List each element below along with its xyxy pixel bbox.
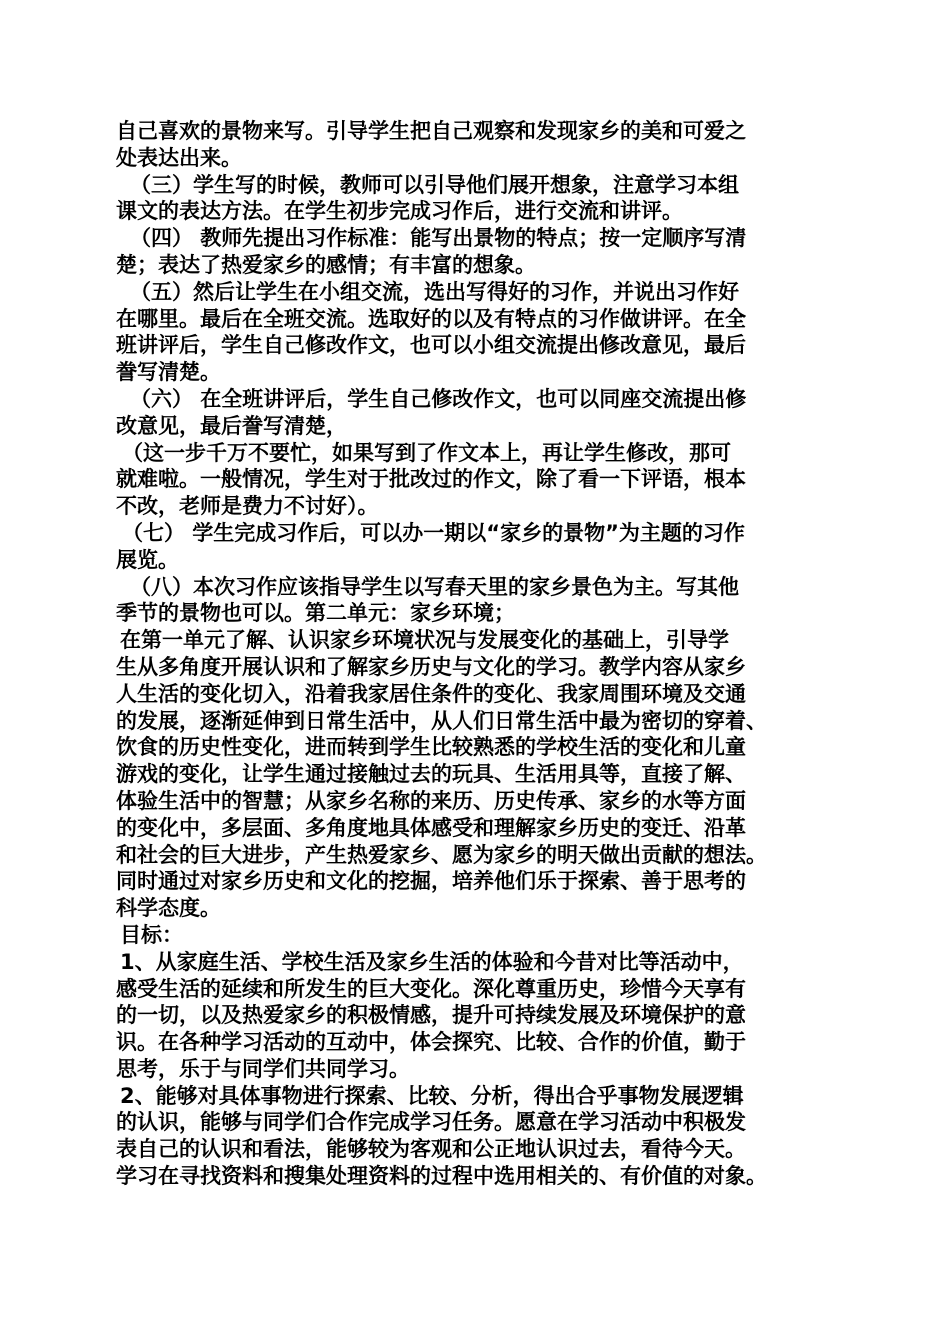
text-line: 改意见，最后誊写清楚， <box>116 413 347 438</box>
text-line: 自己喜欢的景物来写。引导学生把自己观察和发现家乡的美和可爱之 <box>116 119 746 143</box>
text-line: 的变化中，多层面、多角度地具体感受和理解家乡历史的变迁、沿革 <box>116 815 746 840</box>
text-line: 游戏的变化，让学生通过接触过去的玩具、生活用具等，直接了解、 <box>116 762 746 787</box>
text-line: 就难啦。一般情况，学生对于批改过的作文，除了看一下评语，根本 <box>116 467 746 492</box>
text-line: 的认识，能够与同学们合作完成学习任务。愿意在学习活动中积极发 <box>116 1110 746 1135</box>
text-line: 在第一单元了解、认识家乡环境状况与发展变化的基础上，引导学 <box>120 628 729 653</box>
text-line: 饮食的历史性变化，进而转到学生比较熟悉的学校生活的变化和儿童 <box>116 735 746 760</box>
text-line: 同时通过对家乡历史和文化的挖掘，培养他们乐于探索、善于思考的 <box>116 869 746 894</box>
text-line: 处表达出来。 <box>116 145 242 170</box>
text-line: 班讲评后，学生自己修改作文，也可以小组交流提出修改意见，最后 <box>116 333 746 358</box>
text-line: （四） 教师先提出习作标准：能写出景物的特点；按一定顺序写清 <box>130 226 747 251</box>
text-line: 楚；表达了热爱家乡的感情；有丰富的想象。 <box>116 252 536 277</box>
text-line: （五）然后让学生在小组交流，选出写得好的习作，并说出习作好 <box>130 279 739 304</box>
text-line: 体验生活中的智慧；从家乡名称的来历、历史传承、家乡的水等方面 <box>116 788 746 813</box>
text-line: （六） 在全班讲评后，学生自己修改作文，也可以同座交流提出修 <box>130 386 747 411</box>
text-line: 在哪里。最后在全班交流。选取好的以及有特点的习作做讲评。在全 <box>116 306 746 331</box>
text-line: （八）本次习作应该指导学生以写春天里的家乡景色为主。写其他 <box>130 574 739 599</box>
text-line: 课文的表达方法。在学生初步完成习作后，进行交流和讲评。 <box>116 199 683 224</box>
text-line: 人生活的变化切入，沿着我家居住条件的变化、我家周围环境及交通 <box>116 681 746 706</box>
text-line: 1、从家庭生活、学校生活及家乡生活的体验和今昔对比等活动中， <box>120 949 744 974</box>
text-line: 的发展，逐渐延伸到日常生活中，从人们日常生活中最为密切的穿着、 <box>116 708 767 733</box>
text-line: 感受生活的延续和所发生的巨大变化。深化尊重历史，珍惜今天享有 <box>116 976 746 1001</box>
text-line: 展览。 <box>116 547 179 572</box>
text-line: 和社会的巨大进步，产生热爱家乡、愿为家乡的明天做出贡献的想法。 <box>116 842 767 867</box>
text-line: 科学态度。 <box>116 896 221 921</box>
text-line: 不改，老师是费力不讨好）。 <box>116 494 379 519</box>
text-line: （七） 学生完成习作后，可以办一期以“家乡的景物”为主题的习作 <box>122 520 745 545</box>
text-line: 2、能够对具体事物进行探索、比较、分析，得出合乎事物发展逻辑 <box>120 1083 744 1108</box>
text-line: 学习在寻找资料和搜集处理资料的过程中选用相关的、有价值的对象。 <box>116 1164 767 1189</box>
text-line: 誊写清楚。 <box>116 360 221 385</box>
text-line: 表自己的认识和看法，能够较为客观和公正地认识过去，看待今天。 <box>116 1137 746 1162</box>
text-line: 季节的景物也可以。第二单元：家乡环境； <box>116 601 515 626</box>
text-line: （这一步千万不要忙，如果写到了作文本上，再让学生修改，那可 <box>122 440 731 465</box>
text-line: 目标： <box>120 922 183 947</box>
text-line: 的一切，以及热爱家乡的积极情感，提升可持续发展及环境保护的意 <box>116 1003 746 1028</box>
document-body-text <box>116 118 856 1190</box>
text-line: 识。在各种学习活动的互动中，体会探究、比较、合作的价值，勤于 <box>116 1030 746 1055</box>
text-line: 思考，乐于与同学们共同学习。 <box>116 1056 410 1081</box>
text-line: （三）学生写的时候，教师可以引导他们展开想象，注意学习本组 <box>130 172 739 197</box>
text-line: 生从多角度开展认识和了解家乡历史与文化的学习。教学内容从家乡 <box>116 654 746 679</box>
